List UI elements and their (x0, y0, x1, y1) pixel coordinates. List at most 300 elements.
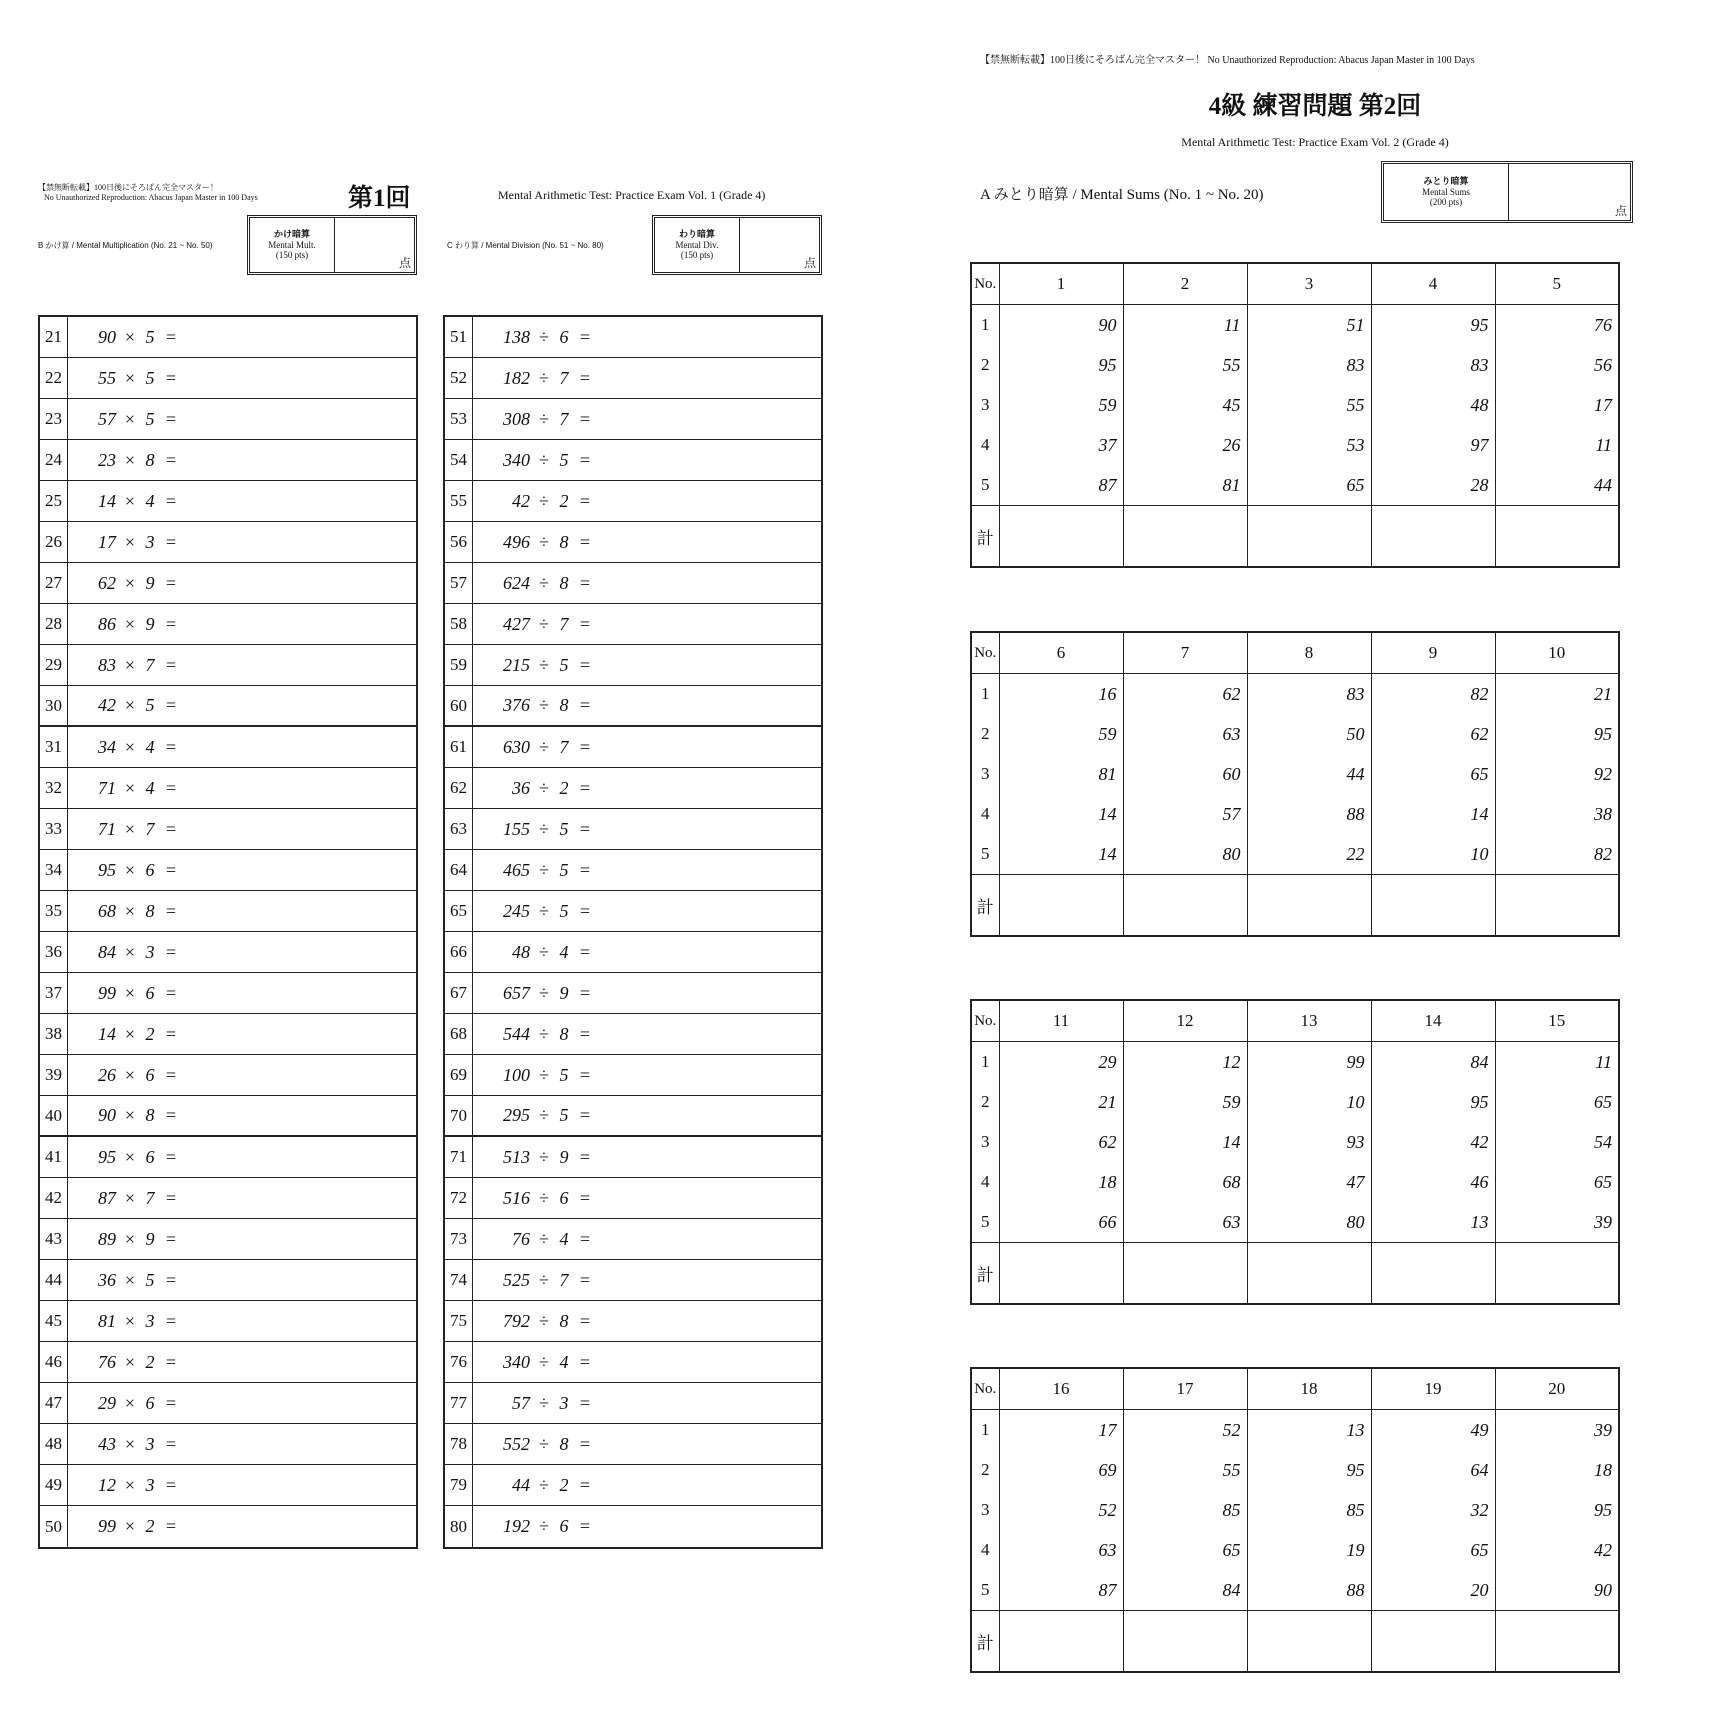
problem-number: 48 (40, 1424, 68, 1464)
problem-number: 29 (40, 645, 68, 685)
number-cell: 44 (1247, 754, 1371, 794)
answer-field[interactable] (600, 891, 821, 931)
number-cell: 95 (1247, 1450, 1371, 1490)
answer-field[interactable] (186, 1096, 416, 1135)
number-cell: 55 (1247, 385, 1371, 425)
no-header: No. (971, 632, 999, 674)
total-answer-field[interactable] (1495, 1611, 1619, 1673)
problem-row (40, 1096, 416, 1137)
problem-row (445, 1383, 821, 1424)
answer-field[interactable] (600, 1096, 821, 1135)
problem-number: 43 (40, 1219, 68, 1259)
answer-field[interactable] (186, 1342, 416, 1382)
table-row (971, 305, 1619, 346)
answer-field[interactable] (600, 1014, 821, 1054)
section-b-label: B かけ算 / Mental Multiplication (No. 21 ~ No. 50) (38, 241, 213, 250)
equals-sign: = (165, 1269, 177, 1290)
total-answer-field[interactable] (1371, 875, 1495, 937)
score-value-field[interactable] (740, 218, 819, 272)
problem-expression (68, 1342, 186, 1382)
total-answer-field[interactable] (1495, 875, 1619, 937)
equals-sign: = (579, 1269, 591, 1290)
number-cell: 12 (1123, 1042, 1247, 1083)
total-answer-field[interactable] (1247, 1611, 1371, 1673)
problem-row (40, 1383, 416, 1424)
score-points: (200 pts) (1429, 197, 1463, 207)
operand-a: 71 (98, 818, 116, 839)
problem-row (40, 809, 416, 850)
number-cell: 11 (1495, 425, 1619, 465)
problem-row (445, 1219, 821, 1260)
operand-b: 5 (145, 1269, 155, 1290)
answer-field[interactable] (186, 1383, 416, 1423)
problem-row (445, 604, 821, 645)
operator-symbol: × (124, 1228, 136, 1249)
problem-number: 57 (445, 563, 473, 603)
answer-field[interactable] (600, 727, 821, 767)
total-answer-field[interactable] (1371, 1243, 1495, 1305)
operand-b: 8 (145, 900, 155, 921)
operand-a: 34 (98, 736, 116, 757)
operand-a: 525 (503, 1269, 530, 1290)
row-number: 3 (971, 1122, 999, 1162)
equals-sign: = (165, 1146, 177, 1167)
score-label (250, 218, 335, 272)
number-cell: 17 (999, 1410, 1123, 1451)
operator-symbol: × (124, 531, 136, 552)
problem-expression (68, 973, 186, 1013)
copyright-notice (38, 183, 258, 203)
answer-field[interactable] (186, 932, 416, 972)
number-cell: 59 (999, 714, 1123, 754)
total-answer-field[interactable] (1247, 1243, 1371, 1305)
total-answer-field[interactable] (1123, 506, 1247, 568)
answer-field[interactable] (600, 1383, 821, 1423)
operand-a: 552 (503, 1433, 530, 1454)
section-b-score-box (247, 215, 417, 275)
total-answer-field[interactable] (1123, 1243, 1247, 1305)
answer-field[interactable] (600, 563, 821, 603)
problem-row (40, 932, 416, 973)
left-page (0, 0, 830, 1716)
problem-row (445, 645, 821, 686)
number-cell: 83 (1247, 674, 1371, 715)
problem-number: 67 (445, 973, 473, 1013)
operand-b: 8 (559, 1433, 569, 1454)
copyright-notice: 【禁無断転載】100日後にそろばん完全マスター！ No Unauthorized Reproduction: Abacus Japan Master in 100 Days (980, 55, 1475, 66)
table-row (971, 754, 1619, 794)
row-number: 1 (971, 674, 999, 715)
operand-b: 6 (145, 982, 155, 1003)
operand-a: 36 (512, 777, 530, 798)
score-label-en: Mental Div. (675, 240, 719, 250)
equals-sign: = (579, 818, 591, 839)
table-row (971, 1162, 1619, 1202)
total-answer-field[interactable] (1371, 1611, 1495, 1673)
operator-symbol: × (124, 367, 136, 388)
problem-number: 41 (40, 1137, 68, 1177)
problem-expression (68, 1014, 186, 1054)
answer-field[interactable] (600, 1219, 821, 1259)
number-cell: 49 (1371, 1410, 1495, 1451)
problem-row (445, 481, 821, 522)
problem-expression (473, 1342, 600, 1382)
number-cell: 44 (1495, 465, 1619, 506)
answer-field[interactable] (186, 1055, 416, 1095)
operand-b: 8 (559, 531, 569, 552)
answer-field[interactable] (186, 358, 416, 398)
answer-field[interactable] (600, 604, 821, 644)
problem-row (445, 1096, 821, 1137)
equals-sign: = (579, 1351, 591, 1372)
operand-a: 89 (98, 1228, 116, 1249)
operand-b: 4 (559, 1228, 569, 1249)
number-cell: 66 (999, 1202, 1123, 1243)
answer-field[interactable] (186, 686, 416, 725)
total-answer-field[interactable] (1495, 1243, 1619, 1305)
problem-column-header: 16 (999, 1368, 1123, 1410)
answer-field[interactable] (600, 932, 821, 972)
equals-sign: = (579, 1023, 591, 1044)
problem-row (445, 850, 821, 891)
score-unit: 点 (1614, 204, 1627, 218)
total-answer-field[interactable] (1247, 506, 1371, 568)
answer-field[interactable] (186, 973, 416, 1013)
total-row (971, 1243, 1619, 1305)
operator-symbol: × (124, 859, 136, 880)
score-label-jp: かけ暗算 (273, 230, 310, 240)
problem-number: 62 (445, 768, 473, 808)
answer-field[interactable] (600, 1465, 821, 1505)
answer-field[interactable] (186, 768, 416, 808)
number-cell: 88 (1247, 1570, 1371, 1611)
problem-expression (473, 645, 600, 685)
answer-field[interactable] (186, 1219, 416, 1259)
number-cell: 63 (999, 1530, 1123, 1570)
operand-a: 215 (503, 654, 530, 675)
row-number: 2 (971, 1450, 999, 1490)
answer-field[interactable] (600, 522, 821, 562)
operand-b: 2 (145, 1516, 155, 1536)
operator-symbol: × (124, 326, 136, 347)
problem-row (445, 1506, 821, 1547)
problem-number: 30 (40, 686, 68, 725)
answer-field[interactable] (600, 440, 821, 480)
number-cell: 14 (1371, 794, 1495, 834)
answer-field[interactable] (186, 850, 416, 890)
operand-b: 4 (145, 490, 155, 511)
problem-number: 26 (40, 522, 68, 562)
problem-row (40, 768, 416, 809)
problem-number: 73 (445, 1219, 473, 1259)
problem-number: 39 (40, 1055, 68, 1095)
problem-row (40, 973, 416, 1014)
operand-a: 496 (503, 531, 530, 552)
problem-number: 63 (445, 809, 473, 849)
score-label (1384, 164, 1509, 220)
answer-field[interactable] (186, 604, 416, 644)
problem-row (445, 973, 821, 1014)
table-row (971, 1042, 1619, 1083)
operator-symbol: × (124, 1023, 136, 1044)
answer-field[interactable] (600, 358, 821, 398)
number-cell: 87 (999, 1570, 1123, 1611)
number-cell: 21 (999, 1082, 1123, 1122)
operand-a: 544 (503, 1023, 530, 1044)
operator-symbol: ÷ (539, 818, 549, 839)
operator-symbol: × (124, 982, 136, 1003)
problem-row (445, 686, 821, 727)
answer-field[interactable] (600, 1301, 821, 1341)
number-cell: 97 (1371, 425, 1495, 465)
score-value-field[interactable] (1509, 164, 1630, 220)
total-answer-field[interactable] (999, 1611, 1123, 1673)
number-cell: 13 (1371, 1202, 1495, 1243)
operator-symbol: ÷ (539, 1516, 549, 1536)
number-cell: 22 (1247, 834, 1371, 875)
equals-sign: = (165, 1023, 177, 1044)
operand-a: 48 (512, 941, 530, 962)
operand-b: 7 (145, 654, 155, 675)
problem-row (445, 1137, 821, 1178)
answer-field[interactable] (600, 1055, 821, 1095)
problem-row (40, 1219, 416, 1260)
table-row (971, 1122, 1619, 1162)
equals-sign: = (579, 1146, 591, 1167)
operand-a: 624 (503, 572, 530, 593)
answer-field[interactable] (186, 1465, 416, 1505)
operand-b: 5 (559, 449, 569, 470)
answer-field[interactable] (186, 399, 416, 439)
operand-b: 5 (559, 859, 569, 880)
answer-field[interactable] (600, 1137, 821, 1177)
number-cell: 47 (1247, 1162, 1371, 1202)
equals-sign: = (165, 531, 177, 552)
number-cell: 83 (1371, 345, 1495, 385)
answer-field[interactable] (600, 1342, 821, 1382)
operand-a: 516 (503, 1187, 530, 1208)
number-cell: 52 (999, 1490, 1123, 1530)
operator-symbol: ÷ (539, 1269, 549, 1290)
problem-column-header: 13 (1247, 1000, 1371, 1042)
total-answer-field[interactable] (999, 1243, 1123, 1305)
answer-field[interactable] (600, 317, 821, 357)
table-header-row (971, 263, 1619, 305)
total-answer-field[interactable] (1123, 875, 1247, 937)
problem-number: 37 (40, 973, 68, 1013)
operator-symbol: × (124, 654, 136, 675)
problem-column-header: 18 (1247, 1368, 1371, 1410)
equals-sign: = (579, 613, 591, 634)
equals-sign: = (579, 941, 591, 962)
operator-symbol: × (124, 695, 136, 715)
problem-number: 72 (445, 1178, 473, 1218)
equals-sign: = (579, 490, 591, 511)
operand-b: 6 (559, 326, 569, 347)
problem-expression (68, 1178, 186, 1218)
operand-b: 5 (145, 367, 155, 388)
operator-symbol: ÷ (539, 900, 549, 921)
answer-field[interactable] (186, 809, 416, 849)
answer-field[interactable] (600, 1506, 821, 1547)
total-answer-field[interactable] (999, 875, 1123, 937)
problem-expression (473, 1424, 600, 1464)
problem-number: 32 (40, 768, 68, 808)
answer-field[interactable] (600, 686, 821, 725)
problem-expression (473, 1055, 600, 1095)
number-cell: 69 (999, 1450, 1123, 1490)
operand-a: 83 (98, 654, 116, 675)
problem-row (445, 891, 821, 932)
problem-column-header: 12 (1123, 1000, 1247, 1042)
operator-symbol: ÷ (539, 490, 549, 511)
operator-symbol: × (124, 490, 136, 511)
equals-sign: = (165, 859, 177, 880)
operator-symbol: × (124, 777, 136, 798)
problem-row (40, 645, 416, 686)
operand-a: 84 (98, 941, 116, 962)
problem-expression (68, 1055, 186, 1095)
answer-field[interactable] (186, 1014, 416, 1054)
number-cell: 18 (1495, 1450, 1619, 1490)
number-cell: 65 (1371, 1530, 1495, 1570)
problem-number: 34 (40, 850, 68, 890)
answer-field[interactable] (600, 1178, 821, 1218)
problem-row (445, 522, 821, 563)
answer-field[interactable] (186, 1506, 416, 1547)
number-cell: 87 (999, 465, 1123, 506)
problem-number: 78 (445, 1424, 473, 1464)
problem-column-header: 11 (999, 1000, 1123, 1042)
answer-field[interactable] (186, 1301, 416, 1341)
problem-row (40, 727, 416, 768)
answer-field[interactable] (186, 1178, 416, 1218)
problem-expression (473, 604, 600, 644)
problem-row (445, 1424, 821, 1465)
operand-b: 8 (559, 572, 569, 593)
operand-b: 8 (559, 1023, 569, 1044)
problem-expression (473, 1096, 600, 1135)
operand-b: 8 (145, 449, 155, 470)
row-number: 2 (971, 345, 999, 385)
answer-field[interactable] (186, 563, 416, 603)
problem-number: 71 (445, 1137, 473, 1177)
row-number: 5 (971, 465, 999, 506)
operand-b: 7 (145, 1187, 155, 1208)
operand-a: 42 (512, 490, 530, 511)
number-cell: 39 (1495, 1202, 1619, 1243)
equals-sign: = (165, 1187, 177, 1208)
score-value-field[interactable] (335, 218, 414, 272)
number-cell: 42 (1371, 1122, 1495, 1162)
total-answer-field[interactable] (1123, 1611, 1247, 1673)
operator-symbol: ÷ (539, 859, 549, 880)
total-row (971, 506, 1619, 568)
number-cell: 85 (1247, 1490, 1371, 1530)
sums-table (970, 631, 1620, 937)
total-row (971, 875, 1619, 937)
problem-row (445, 1178, 821, 1219)
problem-number: 25 (40, 481, 68, 521)
operator-symbol: × (124, 613, 136, 634)
operator-symbol: ÷ (539, 1105, 549, 1125)
answer-field[interactable] (600, 481, 821, 521)
problem-expression (68, 809, 186, 849)
problem-expression (68, 891, 186, 931)
answer-field[interactable] (600, 399, 821, 439)
problem-row (445, 563, 821, 604)
answer-field[interactable] (600, 768, 821, 808)
problem-number: 69 (445, 1055, 473, 1095)
answer-field[interactable] (186, 891, 416, 931)
answer-field[interactable] (186, 645, 416, 685)
total-answer-field[interactable] (999, 506, 1123, 568)
answer-field[interactable] (600, 850, 821, 890)
equals-sign: = (165, 736, 177, 757)
equals-sign: = (165, 695, 177, 715)
multiplication-table (38, 315, 418, 1549)
answer-field[interactable] (186, 522, 416, 562)
equals-sign: = (165, 1516, 177, 1536)
row-number: 4 (971, 794, 999, 834)
answer-field[interactable] (600, 1424, 821, 1464)
answer-field[interactable] (186, 1424, 416, 1464)
answer-field[interactable] (186, 1260, 416, 1300)
answer-field[interactable] (186, 440, 416, 480)
problem-row (40, 563, 416, 604)
no-header: No. (971, 1000, 999, 1042)
number-cell: 64 (1371, 1450, 1495, 1490)
answer-field[interactable] (186, 481, 416, 521)
answer-field[interactable] (186, 1137, 416, 1177)
number-cell: 81 (999, 754, 1123, 794)
problem-column-header: 8 (1247, 632, 1371, 674)
table-row (971, 1450, 1619, 1490)
problem-column-header: 20 (1495, 1368, 1619, 1410)
answer-field[interactable] (186, 727, 416, 767)
equals-sign: = (579, 736, 591, 757)
table-header-row (971, 1000, 1619, 1042)
answer-field[interactable] (600, 809, 821, 849)
equals-sign: = (579, 982, 591, 1003)
operand-a: 376 (503, 695, 530, 715)
answer-field[interactable] (600, 1260, 821, 1300)
total-answer-field[interactable] (1495, 506, 1619, 568)
table-row (971, 1530, 1619, 1570)
row-number: 4 (971, 1162, 999, 1202)
row-number: 2 (971, 1082, 999, 1122)
answer-field[interactable] (600, 973, 821, 1013)
operand-b: 8 (559, 1310, 569, 1331)
number-cell: 21 (1495, 674, 1619, 715)
answer-field[interactable] (600, 645, 821, 685)
problem-number: 61 (445, 727, 473, 767)
number-cell: 84 (1123, 1570, 1247, 1611)
operand-b: 8 (145, 1105, 155, 1125)
total-answer-field[interactable] (1371, 506, 1495, 568)
sums-table (970, 262, 1620, 568)
operator-symbol: ÷ (539, 736, 549, 757)
operator-symbol: × (124, 1516, 136, 1536)
total-answer-field[interactable] (1247, 875, 1371, 937)
equals-sign: = (579, 326, 591, 347)
problem-number: 28 (40, 604, 68, 644)
operand-a: 513 (503, 1146, 530, 1167)
answer-field[interactable] (186, 317, 416, 357)
equals-sign: = (165, 818, 177, 839)
operand-b: 9 (559, 982, 569, 1003)
problem-row (40, 1014, 416, 1055)
